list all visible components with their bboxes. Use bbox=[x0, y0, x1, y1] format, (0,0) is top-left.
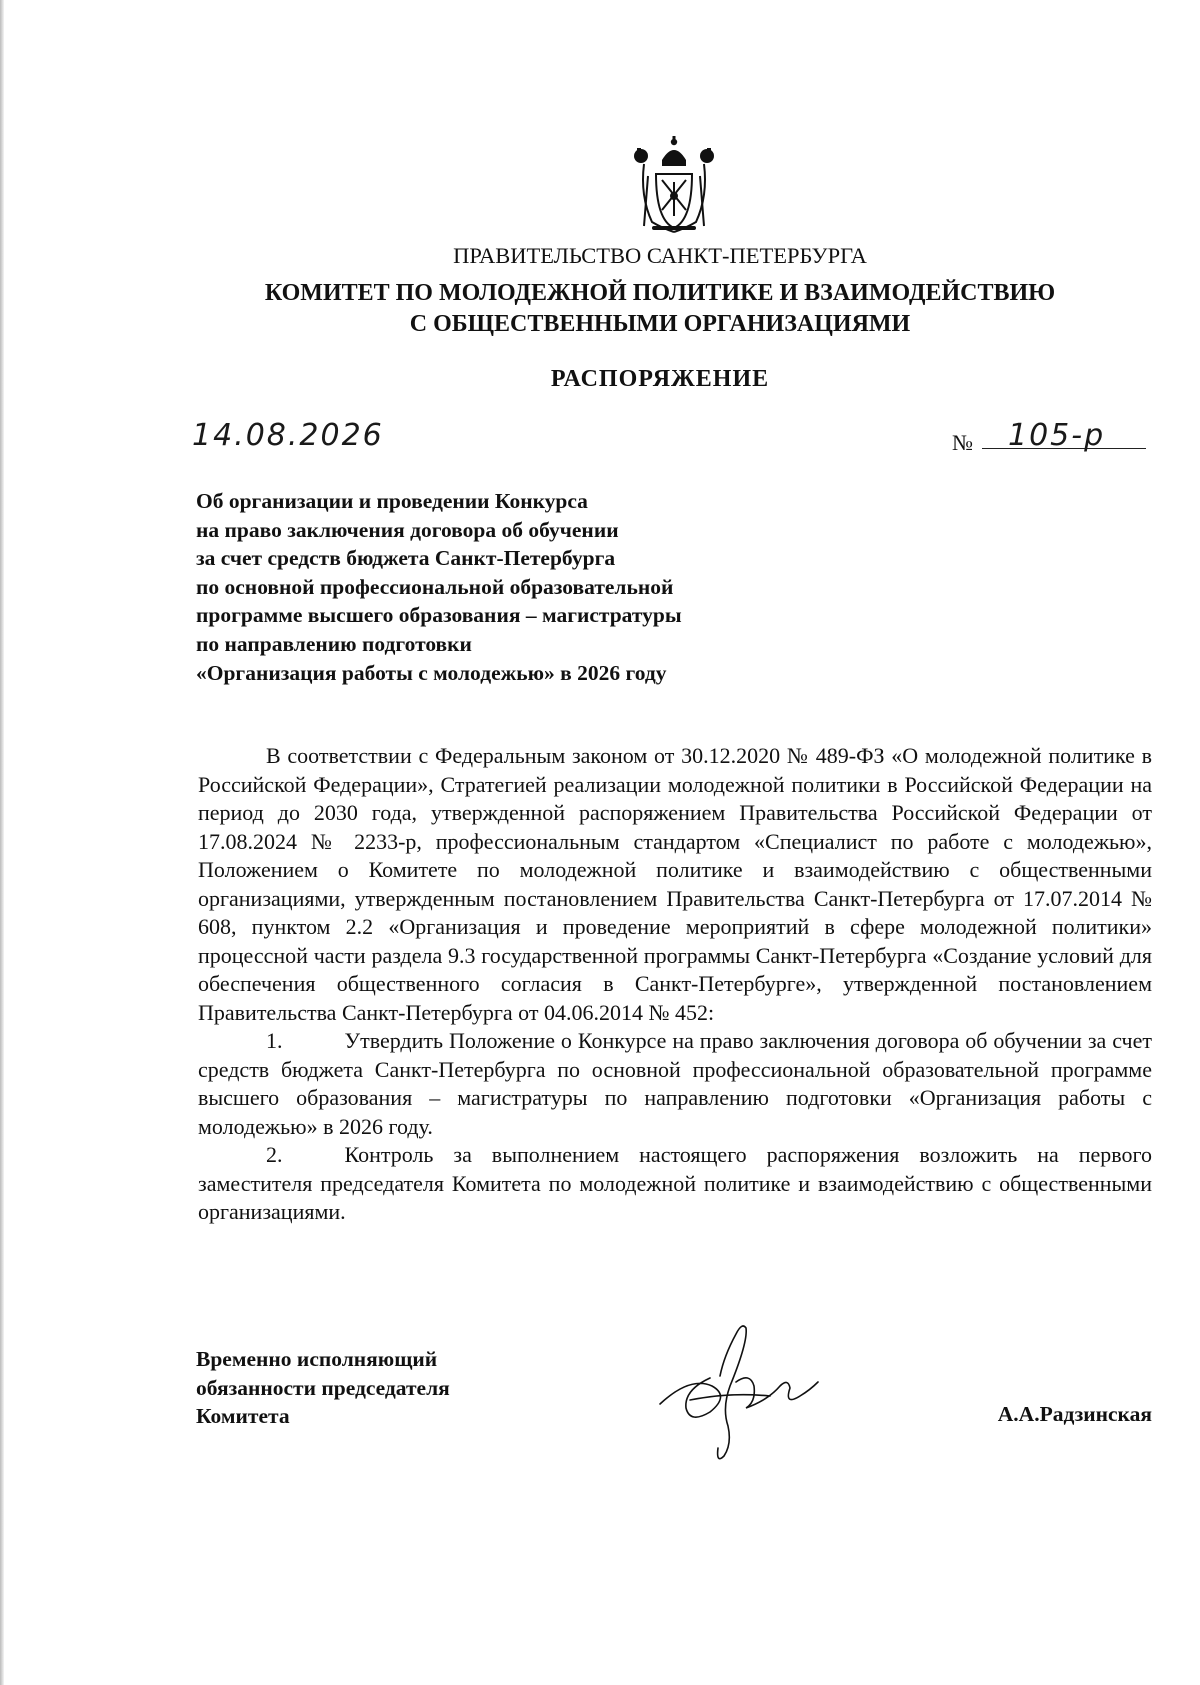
item-number: 1. bbox=[266, 1028, 283, 1053]
signatory-title-line: обязанности председателя bbox=[196, 1375, 450, 1400]
coat-of-arms-emblem bbox=[632, 136, 716, 234]
subject-line: Об организации и проведении Конкурса bbox=[196, 489, 588, 513]
subject-line: «Организация работы с молодежью» в 2026 году bbox=[196, 660, 667, 685]
subject-line: по направлению подготовки bbox=[196, 631, 472, 656]
preamble-paragraph: В соответствии с Федеральным законом от 30.12.2020 № 489-ФЗ «О молодежной политике в Российской Федерации», Стратегией реализации молодежной политики в Российской Федерации на период до 2030 года, утвержденной распоряжением Правительства Российской Федерации от 17.08.2024 № 2233-р, профессиональным стандартом «Специалист по работе с молодежью», Положением о Комитете по молодежной политике и взаимодействию с общественными организациями, утвержденным постановлением Правительства Санкт-Петербурга от 17.07.2014 № 608, пунктом 2.2 «Организация и проведение мероприятий в сфере молодежной политики» процессной части раздела 9.3 государственной программы Санкт-Петербурга «Создание условий для обеспечения общественного согласия в Санкт-Петербурге», утвержденной постановлением Правительства Санкт-Петербурга от 04.06.2014 № 452: bbox=[198, 743, 1152, 1025]
government-name: ПРАВИТЕЛЬСТВО САНКТ-ПЕТЕРБУРГА bbox=[453, 243, 867, 268]
document-date: 14.08.2026 bbox=[192, 418, 384, 453]
document-number bbox=[952, 418, 1146, 466]
committee-name-line: С ОБЩЕСТВЕННЫМИ ОРГАНИЗАЦИЯМИ bbox=[409, 311, 911, 337]
item-text: Контроль за выполнением настоящего распоряжения возложить на первого заместителя председателя Комитета по молодежной политике и взаимодействию с общественными организациями. bbox=[198, 1142, 1152, 1224]
scan-edge bbox=[0, 0, 4, 1685]
list-item bbox=[198, 1027, 1152, 1141]
signatory-name: А.А.Радзинская bbox=[997, 1402, 1152, 1426]
document-type: РАСПОРЯЖЕНИЕ bbox=[550, 366, 770, 392]
document-body bbox=[198, 742, 1152, 1227]
subject-line: за счет средств бюджета Санкт-Петербурга bbox=[196, 546, 616, 571]
committee-name-line: КОМИТЕТ ПО МОЛОДЕЖНОЙ ПОЛИТИКЕ И ВЗАИМОДЕЙСТВИЮ bbox=[264, 280, 1056, 306]
subject-line: программе высшего образования – магистратуры bbox=[196, 603, 682, 628]
subject-line: на право заключения договора об обучении bbox=[196, 517, 619, 542]
handwritten-signature bbox=[650, 1316, 820, 1466]
document-subject bbox=[196, 487, 836, 687]
item-number: 2. bbox=[266, 1142, 283, 1167]
signatory-title bbox=[196, 1345, 450, 1431]
subject-line: по основной профессиональной образовательной bbox=[196, 574, 674, 599]
item-text: Утвердить Положение о Конкурсе на право заключения договора об обучении за счет средств бюджета Санкт-Петербурга по основной профессиональной образовательной программе высшего образования – магистратуры по направлению подготовки «Организация работы с молодежью» в 2026 году. bbox=[198, 1028, 1152, 1139]
list-item bbox=[198, 1141, 1152, 1227]
committee-name bbox=[160, 278, 1160, 340]
number-sign: № bbox=[952, 430, 973, 455]
signatory-title-line: Комитета bbox=[196, 1404, 290, 1428]
signatory-title-line: Временно исполняющий bbox=[196, 1347, 438, 1371]
number-value: 105-р bbox=[1008, 418, 1106, 453]
